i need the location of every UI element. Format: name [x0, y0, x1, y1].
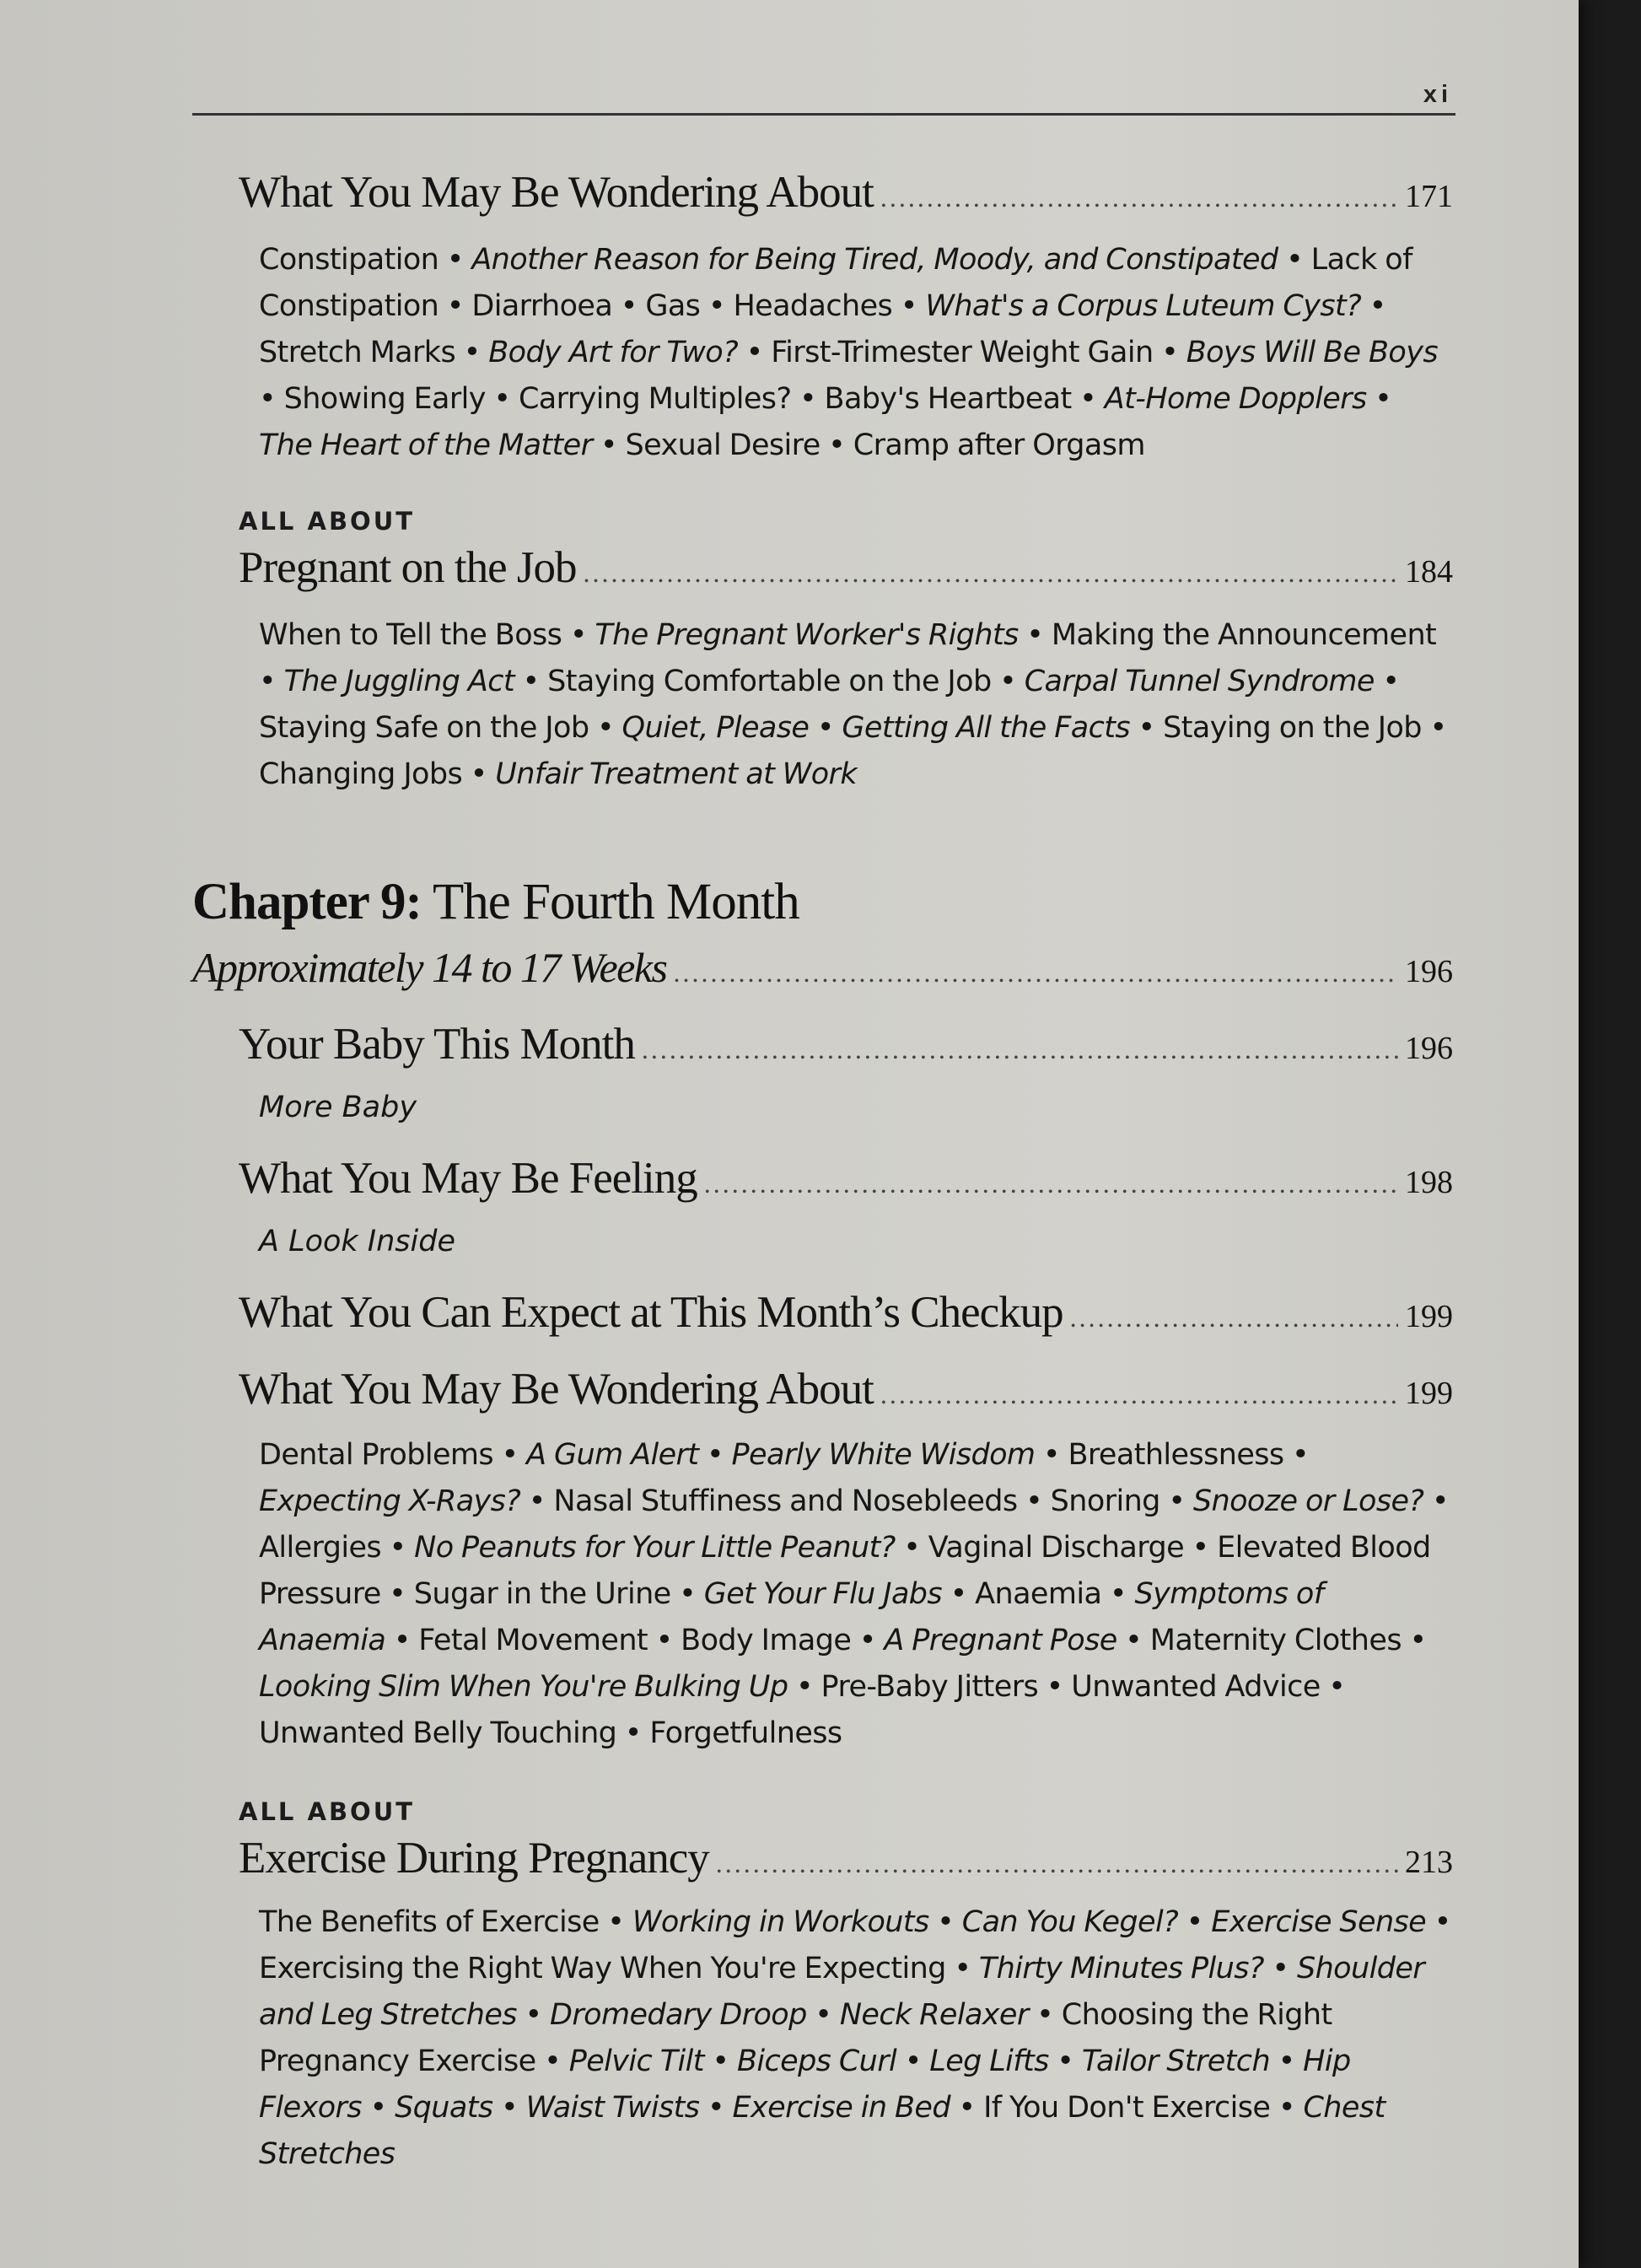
topic-item: Exercise Sense: [1211, 1905, 1427, 1939]
topic-item: Shoulder and Leg Stretches: [259, 1952, 1425, 2032]
entry-title: Your Baby This Month: [239, 1020, 635, 1069]
topic-item: The Juggling Act: [283, 665, 515, 698]
entry-page: 171: [1405, 179, 1453, 214]
topic-item: Breathlessness: [1068, 1438, 1284, 1472]
topic-item: Getting All the Facts: [842, 711, 1131, 745]
topic-item: A Look Inside: [259, 1225, 456, 1258]
topic-item: Staying on the Job: [1163, 711, 1422, 745]
topic-item: Exercising the Right Way When You're Expecting: [259, 1952, 946, 1985]
entry-page: 199: [1405, 1299, 1453, 1334]
topic-item: Constipation: [259, 243, 439, 277]
dot-leader: [716, 1848, 1398, 1879]
topic-item: A Gum Alert: [526, 1438, 699, 1472]
toc-entry-feeling[interactable]: [239, 1153, 1453, 1204]
topic-item: First-Trimester Weight Gain: [771, 336, 1154, 369]
chapter-title: The Fourth Month: [432, 874, 799, 930]
topic-item: Pearly White Wisdom: [731, 1438, 1036, 1472]
topic-item: Nasal Stuffiness and Nosebleeds: [553, 1484, 1018, 1518]
all-about-kicker: ALL ABOUT: [239, 507, 416, 536]
toc-entry-pregnant-on-job[interactable]: [239, 542, 1453, 593]
dot-leader: [704, 1168, 1398, 1199]
entry-title: What You May Be Wondering About: [239, 168, 874, 217]
topic-list: Constipation • Another Reason for Being Tired, Moody, and Constipated • Lack of Constipation • Diarrhoea • Gas • Headaches • What's a Corpus Luteum Cyst? • Stretch Marks • Body Art for Two? • First-Trimester Weight Gain • Boys Will Be Boys • Showing Early • Carrying Multiples? • Baby's Heartbeat • At-Home Dopplers • The Heart of the Matter • Sexual Desire • Cramp after Orgasm: [259, 243, 1438, 462]
topic-item: Staying Safe on the Job: [259, 711, 589, 745]
topic-item: Unwanted Belly Touching: [259, 1716, 617, 1750]
topic-item: Waist Twists: [525, 2091, 700, 2125]
toc-entry-wondering-199[interactable]: [239, 1364, 1453, 1414]
entry-page: 196: [1405, 1031, 1453, 1066]
topic-item: If You Don't Exercise: [983, 2091, 1271, 2125]
entry-title: Exercise During Pregnancy: [239, 1834, 709, 1883]
topic-item: Can You Kegel?: [961, 1905, 1179, 1939]
topic-item: Looking Slim When You're Bulking Up: [259, 1670, 788, 1704]
topic-item: Choosing the Right Pregnancy Exercise: [259, 1998, 1332, 2078]
all-about-kicker: ALL ABOUT: [239, 1797, 416, 1826]
entry-page: 199: [1405, 1376, 1453, 1411]
topic-item: Anaemia: [975, 1577, 1102, 1611]
topic-item: Tailor Stretch: [1081, 2044, 1271, 2078]
toc-entry-checkup[interactable]: [239, 1287, 1453, 1338]
topic-item: Hip Flexors: [259, 2044, 1351, 2125]
topic-item: The Benefits of Exercise: [259, 1905, 600, 1939]
topic-item: Gas: [645, 289, 701, 323]
topic-item: Biceps Curl: [736, 2044, 897, 2078]
toc-entry-wondering-171[interactable]: [239, 167, 1453, 218]
toc-entry-your-baby[interactable]: [239, 1019, 1453, 1069]
topic-item: Body Image: [681, 1624, 852, 1657]
dot-leader: [642, 1034, 1398, 1065]
topic-item: Sexual Desire: [625, 428, 820, 462]
topic-item: Showing Early: [283, 382, 486, 416]
topic-item: Squats: [395, 2091, 493, 2125]
topic-item: Unwanted Advice: [1071, 1670, 1321, 1704]
entry-title: What You May Be Wondering About: [239, 1365, 874, 1414]
topic-item: Exercise in Bed: [732, 2091, 950, 2125]
topic-item: Forgetfulness: [649, 1716, 842, 1750]
topic-item: Chest Stretches: [259, 2091, 1385, 2171]
dot-leader: [674, 957, 1399, 989]
entry-page: 213: [1405, 1845, 1453, 1880]
topic-item: Carrying Multiples?: [518, 382, 792, 416]
topic-item: Dental Problems: [259, 1438, 494, 1472]
toc-entry-chapter-9[interactable]: [192, 943, 1453, 992]
topic-item: A Pregnant Pose: [884, 1624, 1117, 1657]
topic-item: Unfair Treatment at Work: [495, 757, 858, 791]
topic-item: Symptoms of Anaemia: [259, 1577, 1324, 1657]
topic-item: Snoring: [1050, 1484, 1160, 1518]
topic-item: The Heart of the Matter: [259, 428, 593, 462]
topic-item: Stretch Marks: [259, 336, 456, 369]
toc-entry-exercise[interactable]: [239, 1833, 1453, 1883]
topic-item: Diarrhoea: [471, 289, 613, 323]
topic-item: No Peanuts for Your Little Peanut?: [414, 1531, 896, 1565]
topic-list: Dental Problems • A Gum Alert • Pearly White Wisdom • Breathlessness • Expecting X-Rays? • Nasal Stuffiness and Nosebleeds • Snoring • Snooze or Lose? • Allergies • No Peanuts for Your Little Peanut? • Vaginal Discharge • Elevated Blood Pressure • Sugar in the Urine • Get Your Flu Jabs • Anaemia • Symptoms of Anaemia • Fetal Movement • Body Image • A Pregnant Pose • Maternity Clothes • Looking Slim When You're Bulking Up • Pre-Baby Jitters • Unwanted Advice • Unwanted Belly Touching • Forgetfulness: [259, 1438, 1449, 1750]
topic-item: Expecting X-Rays?: [259, 1484, 521, 1518]
page-number: xi: [1423, 81, 1452, 108]
topic-item: Working in Workouts: [632, 1905, 929, 1939]
topic-item: Thirty Minutes Plus?: [978, 1952, 1264, 1985]
topic-item: At-Home Dopplers: [1104, 382, 1367, 416]
topic-item: Neck Relaxer: [839, 1998, 1029, 2032]
topic-item: What's a Corpus Luteum Cyst?: [925, 289, 1362, 323]
entry-title: Pregnant on the Job: [239, 543, 577, 592]
topic-item: Making the Announcement: [1051, 618, 1437, 652]
topic-item: Another Reason for Being Tired, Moody, and Constipated: [471, 243, 1278, 277]
topic-item: Headaches: [733, 289, 893, 323]
topic-item: Elevated Blood Pressure: [259, 1531, 1431, 1611]
topic-item: Vaginal Discharge: [928, 1531, 1184, 1565]
topic-item: Sugar in the Urine: [413, 1577, 671, 1611]
topic-item: Leg Lifts: [929, 2044, 1049, 2078]
topic-item: Pelvic Tilt: [568, 2044, 704, 2078]
topic-item: Changing Jobs: [259, 757, 463, 791]
topic-item: When to Tell the Boss: [259, 618, 562, 652]
topic-item: Quiet, Please: [621, 711, 810, 745]
dot-leader: [584, 558, 1398, 589]
topic-item: Lack of Constipation: [259, 243, 1412, 323]
entry-page: 196: [1405, 954, 1453, 989]
chapter-number: Chapter 9:: [192, 874, 422, 930]
topic-item: More Baby: [259, 1091, 417, 1124]
dot-leader: [1070, 1302, 1398, 1333]
topic-item: Snooze or Lose?: [1192, 1484, 1424, 1518]
topic-item: Dromedary Droop: [550, 1998, 807, 2032]
entry-title: What You May Be Feeling: [239, 1154, 697, 1203]
topic-item: Body Art for Two?: [488, 336, 739, 369]
topic-item: Pre-Baby Jitters: [820, 1670, 1039, 1704]
dot-leader: [880, 1379, 1398, 1410]
topic-list: When to Tell the Boss • The Pregnant Worker's Rights • Making the Announcement • The Juggling Act • Staying Comfortable on the Job • Carpal Tunnel Syndrome • Staying Safe on the Job • Quiet, Please • Getting All the Facts • Staying on the Job • Changing Jobs • Unfair Treatment at Work: [259, 618, 1447, 791]
header-rule: [192, 113, 1455, 116]
topic-item: The Pregnant Worker's Rights: [595, 618, 1019, 652]
entry-title: What You Can Expect at This Month’s Checkup: [239, 1288, 1063, 1337]
topic-item: Allergies: [259, 1531, 382, 1565]
topic-item: Staying Comfortable on the Job: [547, 665, 992, 698]
topic-item: Cramp after Orgasm: [853, 428, 1145, 462]
topic-item: Baby's Heartbeat: [824, 382, 1072, 416]
topic-item: Maternity Clothes: [1149, 1624, 1402, 1657]
topic-item: Fetal Movement: [418, 1624, 648, 1657]
chapter-heading: [192, 873, 799, 932]
entry-page: 198: [1405, 1165, 1453, 1200]
topic-item: Get Your Flu Jabs: [703, 1577, 943, 1611]
dot-leader: [880, 182, 1398, 213]
entry-page: 184: [1405, 554, 1453, 590]
topic-item: Carpal Tunnel Syndrome: [1024, 665, 1375, 698]
topic-item: Boys Will Be Boys: [1186, 336, 1438, 369]
topic-list: The Benefits of Exercise • Working in Workouts • Can You Kegel? • Exercise Sense • Exercising the Right Way When You're Expecting • Thirty Minutes Plus? • Shoulder and Leg Stretches • Dromedary Droop • Neck Relaxer • Choosing the Right Pregnancy Exercise • Pelvic Tilt • Biceps Curl • Leg Lifts • Tailor Stretch • Hip Flexors • Squats • Waist Twists • Exercise in Bed • If You Don't Exercise • Chest Stretches: [259, 1905, 1451, 2171]
chapter-subtitle: Approximately 14 to 17 Weeks: [192, 944, 667, 991]
